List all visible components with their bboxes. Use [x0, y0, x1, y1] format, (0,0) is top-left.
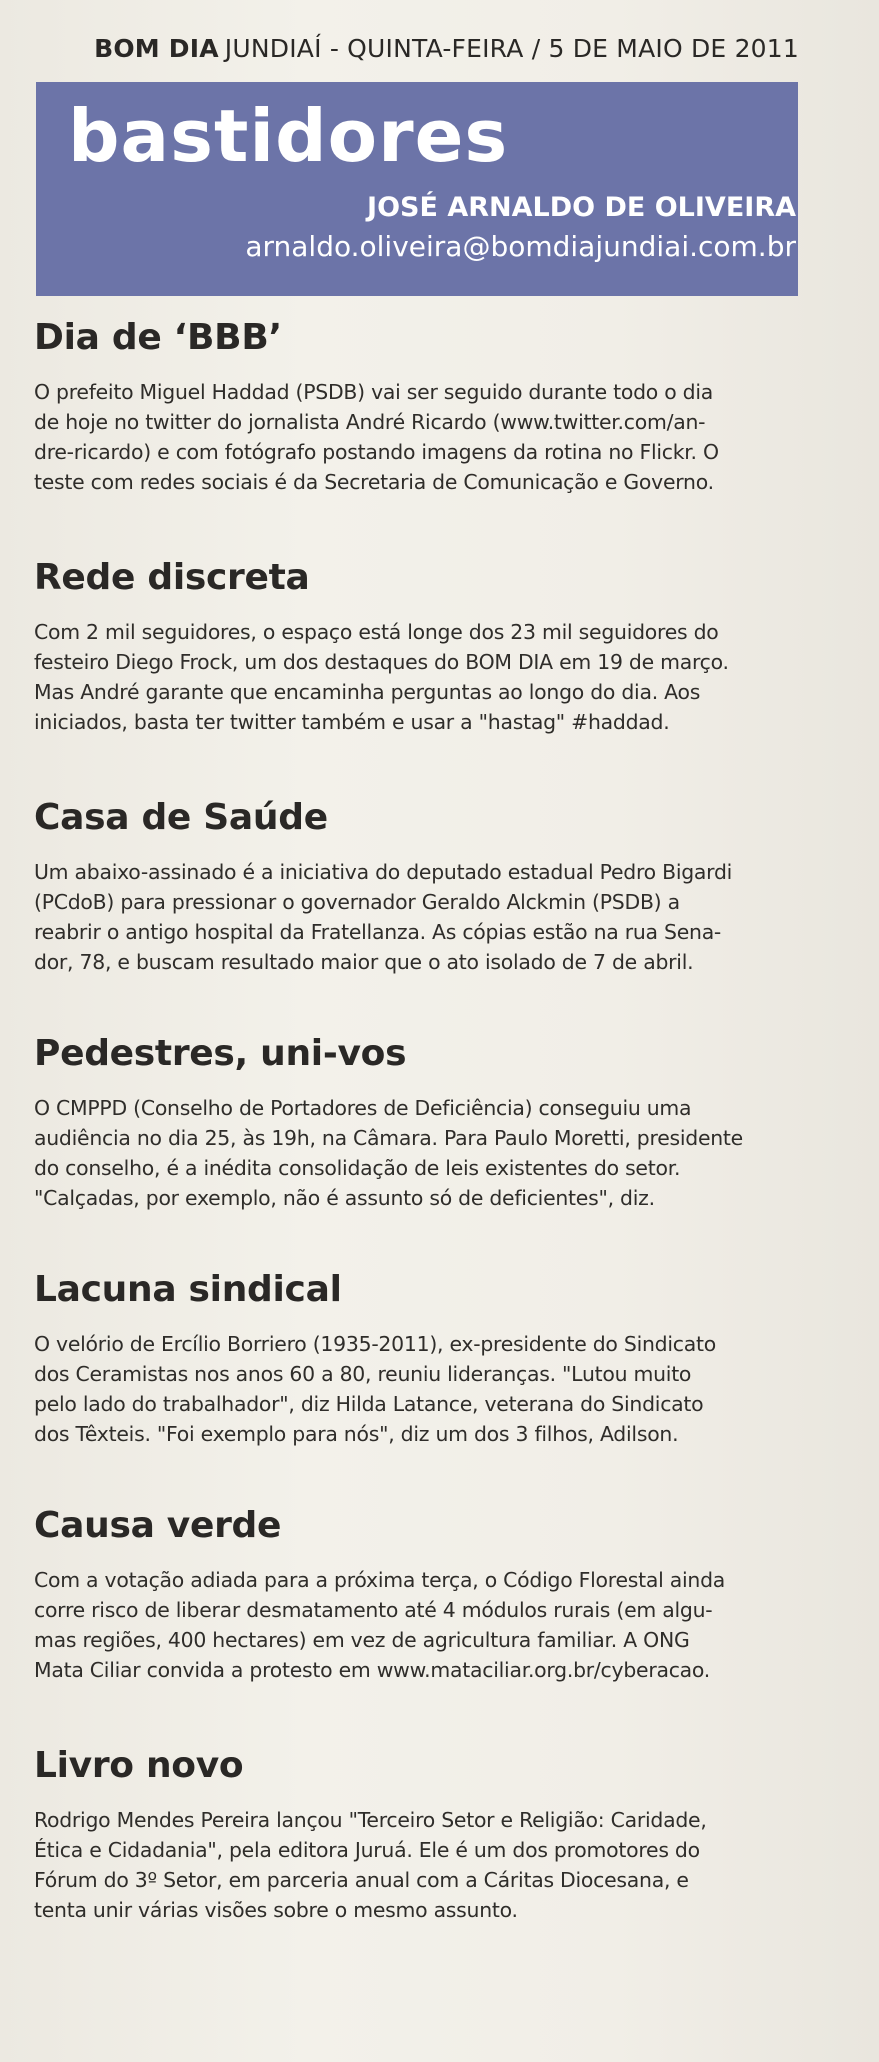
section-heading: Pedestres, uni-vos: [34, 1033, 407, 1074]
section-body: [34, 1329, 804, 1449]
body-line: pelo lado do trabalhador", diz Hilda Latance, veterana do Sindicato: [34, 1392, 704, 1417]
section-livro-novo: [34, 1744, 804, 1984]
body-line: Um abaixo-assinado é a iniciativa do deputado estadual Pedro Bigardi: [34, 860, 733, 885]
section-heading: Dia de ‘BBB’: [34, 317, 282, 358]
section-body: [34, 1093, 804, 1213]
masthead: [94, 34, 799, 63]
section-body: [34, 1805, 804, 1925]
body-line: tenta unir várias visões sobre o mesmo assunto.: [34, 1898, 518, 1923]
body-line: do conselho, é a inédita consolidação de leis existentes do setor.: [34, 1156, 681, 1181]
section-causa-verde: [34, 1504, 804, 1744]
body-line: Mas André garante que encaminha perguntas ao longo do dia. Aos: [34, 680, 701, 705]
section-body: [34, 617, 804, 737]
section-body: [34, 377, 804, 497]
body-line: iniciados, basta ter twitter também e usar a "hastag" #haddad.: [34, 710, 670, 735]
body-line: Com a votação adiada para a próxima terça, o Código Florestal ainda: [34, 1568, 726, 1593]
masthead-dateline: JUNDIAÍ - QUINTA-FEIRA / 5 DE MAIO DE 2011: [224, 34, 799, 63]
body-line: teste com redes sociais é da Secretaria de Comunicação e Governo.: [34, 470, 714, 495]
section-heading: Rede discreta: [34, 557, 310, 598]
body-line: O CMPPD (Conselho de Portadores de Deficiência) conseguiu uma: [34, 1096, 692, 1121]
body-line: festeiro Diego Frock, um dos destaques do BOM DIA em 19 de março.: [34, 650, 729, 675]
column-title: bastidores: [68, 94, 509, 178]
body-line: Com 2 mil seguidores, o espaço está longe dos 23 mil seguidores do: [34, 620, 719, 645]
body-line: Fórum do 3º Setor, em parceria anual com a Cáritas Diocesana, e: [34, 1868, 689, 1893]
masthead-brand: BOM DIA: [94, 34, 219, 63]
section-heading: Causa verde: [34, 1505, 282, 1546]
section-rede-discreta: [34, 556, 804, 796]
body-line: mas regiões, 400 hectares) em vez de agricultura familiar. A ONG: [34, 1628, 690, 1653]
body-line: O velório de Ercílio Borriero (1935-2011), ex-presidente do Sindicato: [34, 1332, 716, 1357]
section-casa-de-saude: [34, 796, 804, 1032]
body-line: "Calçadas, por exemplo, não é assunto só de deficientes", diz.: [34, 1186, 655, 1211]
body-line: corre risco de liberar desmatamento até 4 módulos rurais (em algu-: [34, 1598, 713, 1623]
column-sections: [34, 316, 804, 1984]
body-line: dos Têxteis. "Foi exemplo para nós", diz um dos 3 filhos, Adilson.: [34, 1422, 679, 1447]
body-line: O prefeito Miguel Haddad (PSDB) vai ser seguido durante todo o dia: [34, 380, 714, 405]
body-line: dos Ceramistas nos anos 60 a 80, reuniu lideranças. "Lutou muito: [34, 1362, 692, 1387]
body-line: dre-ricardo) e com fotógrafo postando imagens da rotina no Flickr. O: [34, 440, 719, 465]
body-line: (PCdoB) para pressionar o governador Geraldo Alckmin (PSDB) a: [34, 890, 680, 915]
section-dia-de-bbb: [34, 316, 804, 556]
section-lacuna-sindical: [34, 1268, 804, 1504]
body-line: audiência no dia 25, às 19h, na Câmara. Para Paulo Moretti, presidente: [34, 1126, 743, 1151]
body-line: Mata Ciliar convida a protesto em www.mataciliar.org.br/cyberacao.: [34, 1658, 711, 1683]
body-line: de hoje no twitter do jornalista André Ricardo (www.twitter.com/an-: [34, 410, 706, 435]
section-pedestres-uni-vos: [34, 1032, 804, 1268]
section-heading: Lacuna sindical: [34, 1269, 342, 1310]
section-heading: Livro novo: [34, 1745, 244, 1786]
body-line: dor, 78, e buscam resultado maior que o ato isolado de 7 de abril.: [34, 950, 694, 975]
body-line: Rodrigo Mendes Pereira lançou "Terceiro Setor e Religião: Caridade,: [34, 1808, 707, 1833]
column-banner: [36, 82, 798, 296]
body-line: Ética e Cidadania", pela editora Juruá. Ele é um dos promotores do: [34, 1838, 700, 1863]
column-email: arnaldo.oliveira@bomdiajundiai.com.br: [245, 230, 796, 263]
section-heading: Casa de Saúde: [34, 797, 328, 838]
column-author: JOSÉ ARNALDO DE OLIVEIRA: [367, 192, 796, 223]
section-body: [34, 1565, 804, 1685]
body-line: reabrir o antigo hospital da Fratellanza. As cópias estão na rua Sena-: [34, 920, 722, 945]
section-body: [34, 857, 804, 977]
